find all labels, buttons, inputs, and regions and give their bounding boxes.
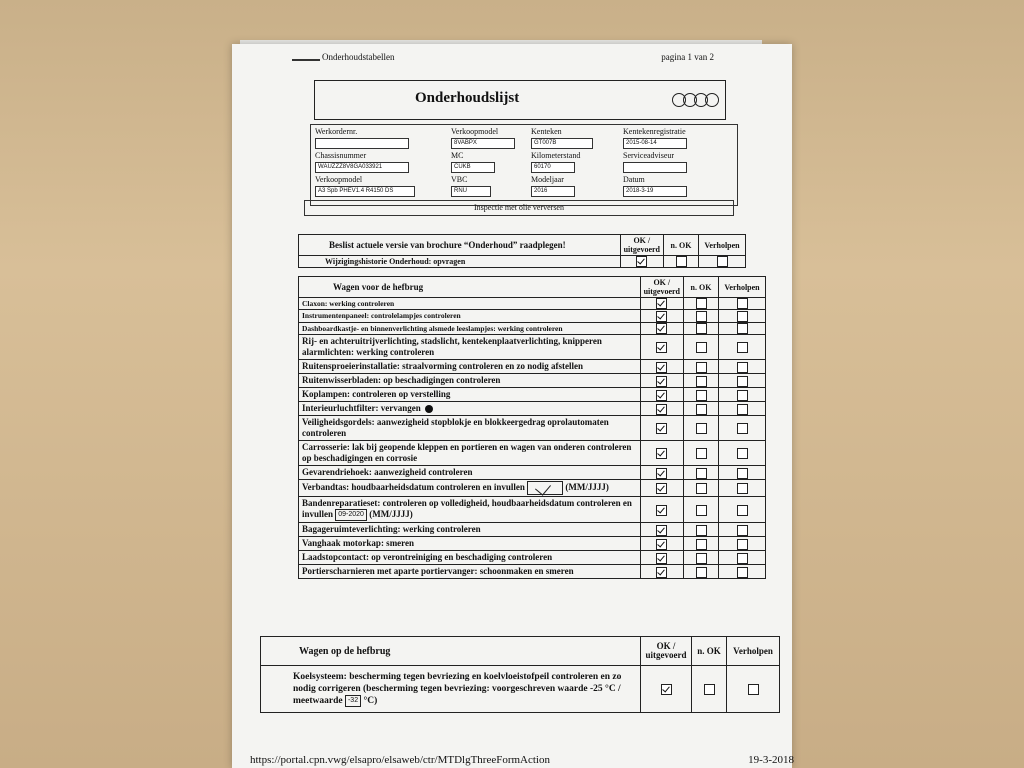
nok-checkbox[interactable] bbox=[676, 256, 687, 267]
brochure-heading: Beslist actuele versie van brochure “Onderhoud” raadplegen! bbox=[299, 235, 621, 256]
verholpen-checkbox[interactable] bbox=[737, 323, 748, 334]
brand-rings-icon bbox=[675, 93, 719, 107]
checklist-item bbox=[299, 374, 641, 388]
checklist-item-label: Veiligheidsgordels: aanwezigheid stopblokje en blokkeergedrag oprolautomaten controleren bbox=[302, 417, 609, 439]
inspection-title: Inspectie met olie verversen bbox=[304, 200, 734, 216]
kilometerstand-label: Kilometerstand bbox=[531, 151, 581, 160]
checklist-item-label: Carrosserie: lak bij geopende kleppen en portieren en wagen van onderen controleren op beschadigingen en corrosie bbox=[302, 442, 632, 464]
verkoopmodel-2-label: Verkoopmodel bbox=[315, 175, 363, 184]
checklist-item-label: Ruitensproeierinstallatie: straalvorming controleren en zo nodig afstellen bbox=[302, 361, 583, 372]
checklist-item-label: Vanghaak motorkap: smeren bbox=[302, 538, 415, 549]
checklist-item bbox=[299, 551, 641, 565]
vbc-field: RNU bbox=[451, 186, 491, 197]
verholpen-checkbox[interactable] bbox=[737, 468, 748, 479]
ok-checkbox[interactable] bbox=[656, 448, 667, 459]
checklist-item-label: Laadstopcontact: op verontreiniging en beschadiging controleren bbox=[302, 552, 553, 563]
checklist-item bbox=[299, 388, 641, 402]
ok-checkbox[interactable] bbox=[656, 525, 667, 536]
checklist-item-label: Rij- en achteruitrijverlichting, stadslicht, kentekenplaatverlichting, knipperen alarmlichten: werking controleren bbox=[302, 336, 602, 358]
koelsysteem-row bbox=[261, 666, 641, 713]
ok-checkbox[interactable] bbox=[656, 298, 667, 309]
chassisnummer-field: WAUZZZ8V8GA033921 bbox=[315, 162, 409, 173]
checklist-item bbox=[299, 416, 641, 441]
verholpen-checkbox[interactable] bbox=[737, 505, 748, 516]
col-ok-header: OK / uitgevoerd bbox=[640, 277, 683, 298]
checklist-item bbox=[299, 360, 641, 374]
verholpen-checkbox[interactable] bbox=[737, 311, 748, 322]
verholpen-checkbox[interactable] bbox=[737, 362, 748, 373]
table-row bbox=[299, 322, 766, 334]
verholpen-checkbox[interactable] bbox=[737, 390, 748, 401]
verkoopmodel-2-field: A3 Spb PHEV1.4 R4150 DS bbox=[315, 186, 415, 197]
nok-checkbox[interactable] bbox=[696, 342, 707, 353]
handwritten-check-icon bbox=[527, 481, 563, 495]
verholpen-checkbox[interactable] bbox=[737, 376, 748, 387]
col-verholpen-header: Verholpen bbox=[727, 637, 780, 666]
verholpen-checkbox[interactable] bbox=[737, 567, 748, 578]
col-nok-header: n. OK bbox=[692, 637, 727, 666]
checklist-item bbox=[299, 523, 641, 537]
ok-checkbox[interactable] bbox=[656, 567, 667, 578]
nok-checkbox[interactable] bbox=[696, 553, 707, 564]
date-format-label: (MM/JJJJ) bbox=[565, 482, 609, 493]
checklist-item-label: Interieurluchtfilter: vervangen bbox=[302, 403, 421, 414]
verholpen-checkbox[interactable] bbox=[748, 684, 759, 695]
table-row bbox=[261, 666, 780, 713]
col-verholpen-header: Verholpen bbox=[719, 277, 766, 298]
section2-heading: Wagen op de hefbrug bbox=[261, 637, 641, 666]
serviceadviseur-field bbox=[623, 162, 687, 173]
nok-checkbox[interactable] bbox=[696, 525, 707, 536]
checklist-item bbox=[299, 497, 641, 523]
checklist-item-label: Gevarendriehoek: aanwezigheid controleren bbox=[302, 467, 473, 478]
table-row bbox=[299, 441, 766, 466]
checklist-item-label: Verbandtas: houdbaarheidsdatum controleren en invullen bbox=[302, 482, 525, 493]
table-row bbox=[299, 388, 766, 402]
ok-checkbox[interactable] bbox=[656, 390, 667, 401]
nok-checkbox[interactable] bbox=[696, 567, 707, 578]
table-row bbox=[299, 497, 766, 523]
checklist-item bbox=[299, 402, 641, 416]
brochure-table bbox=[298, 234, 746, 268]
werkorder-label: Werkordernr. bbox=[315, 127, 358, 136]
footer-url: https://portal.cpn.vwg/elsapro/elsaweb/ctr/MTDlgThreeFormAction bbox=[250, 754, 550, 766]
verholpen-checkbox[interactable] bbox=[737, 525, 748, 536]
table-row bbox=[299, 310, 766, 322]
ok-checkbox[interactable] bbox=[656, 505, 667, 516]
checklist-item-label: Koplampen: controleren op verstelling bbox=[302, 389, 451, 400]
nok-checkbox[interactable] bbox=[696, 404, 707, 415]
verholpen-checkbox[interactable] bbox=[737, 539, 748, 550]
ok-checkbox[interactable] bbox=[656, 404, 667, 415]
table-row bbox=[299, 374, 766, 388]
verholpen-checkbox[interactable] bbox=[737, 423, 748, 434]
document-page bbox=[232, 44, 792, 768]
table-row bbox=[299, 466, 766, 480]
title-box bbox=[314, 80, 726, 120]
footer-date: 19-3-2018 bbox=[748, 754, 794, 766]
table-row bbox=[299, 298, 766, 310]
nok-checkbox[interactable] bbox=[696, 390, 707, 401]
verholpen-checkbox[interactable] bbox=[737, 483, 748, 494]
checklist-item bbox=[299, 466, 641, 480]
checklist-item bbox=[299, 537, 641, 551]
mc-field: CUKB bbox=[451, 162, 495, 173]
kenteken-label: Kenteken bbox=[531, 127, 562, 136]
chassisnummer-label: Chassisnummer bbox=[315, 151, 367, 160]
vehicle-info-box bbox=[310, 124, 738, 206]
mc-label: MC bbox=[451, 151, 464, 160]
ok-checkbox[interactable] bbox=[656, 539, 667, 550]
col-ok-header: OK / uitgevoerd bbox=[641, 637, 692, 666]
verholpen-checkbox[interactable] bbox=[737, 342, 748, 353]
ok-checkbox[interactable] bbox=[656, 342, 667, 353]
checklist-item-label: Instrumentenpaneel: controlelampjes controleren bbox=[302, 311, 461, 321]
ok-checkbox[interactable] bbox=[656, 362, 667, 373]
checklist-item bbox=[299, 335, 641, 360]
verholpen-checkbox[interactable] bbox=[737, 448, 748, 459]
checklist-item-label: Claxon: werking controleren bbox=[302, 298, 395, 308]
verkoopmodel-field: 8VABPX bbox=[451, 138, 515, 149]
checklist-item bbox=[299, 441, 641, 466]
meetwaarde-field[interactable]: -32 bbox=[345, 695, 361, 707]
nok-checkbox[interactable] bbox=[696, 539, 707, 550]
table-row bbox=[299, 360, 766, 374]
checklist-item bbox=[299, 298, 641, 310]
checklist-item-label: Bandenreparatieset: controleren op volledigheid, houdbaarheidsdatum controleren en invullen bbox=[302, 498, 632, 520]
checklist-item-label: Ruitenwisserbladen: op beschadigingen controleren bbox=[302, 375, 501, 386]
table-row bbox=[299, 537, 766, 551]
table-row bbox=[299, 480, 766, 497]
serviceadviseur-label: Serviceadviseur bbox=[623, 151, 675, 160]
datum-label: Datum bbox=[623, 175, 645, 184]
vbc-label: VBC bbox=[451, 175, 468, 184]
ok-checkbox[interactable] bbox=[656, 311, 667, 322]
table-row bbox=[299, 523, 766, 537]
nok-checkbox[interactable] bbox=[696, 448, 707, 459]
table-row bbox=[299, 402, 766, 416]
date-format-label: (MM/JJJJ) bbox=[369, 509, 413, 520]
nok-checkbox[interactable] bbox=[696, 505, 707, 516]
nok-checkbox[interactable] bbox=[696, 468, 707, 479]
table-row bbox=[299, 256, 746, 268]
table-row bbox=[299, 335, 766, 360]
modeljaar-field: 2016 bbox=[531, 186, 575, 197]
header-logo-icon bbox=[292, 59, 320, 61]
ok-checkbox[interactable] bbox=[661, 684, 672, 695]
ok-checkbox[interactable] bbox=[656, 423, 667, 434]
verkoopmodel-label: Verkoopmodel bbox=[451, 127, 499, 136]
modeljaar-label: Modeljaar bbox=[531, 175, 564, 184]
table-row bbox=[299, 416, 766, 441]
col-nok-header: n. OK bbox=[684, 277, 719, 298]
kentekenregistratie-field: 2015-08-14 bbox=[623, 138, 687, 149]
nok-checkbox[interactable] bbox=[696, 298, 707, 309]
nok-checkbox[interactable] bbox=[696, 311, 707, 322]
ok-checkbox[interactable] bbox=[656, 323, 667, 334]
ok-checkbox[interactable] bbox=[636, 256, 647, 267]
page-number: pagina 1 van 2 bbox=[661, 52, 714, 62]
table-row bbox=[299, 551, 766, 565]
nok-checkbox[interactable] bbox=[696, 362, 707, 373]
ok-checkbox[interactable] bbox=[656, 376, 667, 387]
verholpen-checkbox[interactable] bbox=[737, 553, 748, 564]
section1-heading: Wagen voor de hefbrug bbox=[299, 277, 641, 298]
page-title: Onderhoudslijst bbox=[415, 90, 520, 106]
header-section-title: Onderhoudstabellen bbox=[322, 52, 395, 62]
nok-checkbox[interactable] bbox=[696, 483, 707, 494]
checklist-item-label: Portierscharnieren met aparte portiervanger: schoonmaken en smeren bbox=[302, 566, 574, 577]
col-nok-header: n. OK bbox=[664, 235, 699, 256]
ok-checkbox[interactable] bbox=[656, 468, 667, 479]
checklist-item-label: Dashboardkastje- en binnenverlichting alsmede leeslampjes: werking controleren bbox=[302, 323, 563, 333]
checklist-item bbox=[299, 322, 641, 334]
verholpen-checkbox[interactable] bbox=[737, 404, 748, 415]
koelsysteem-text: Koelsysteem: bescherming tegen bevriezing en koelvloeistofpeil controleren en zo nodig corrigeren (bescherming tegen bevriezing: voorgeschreven waarde -25 °C / meetwaarde bbox=[293, 671, 622, 707]
nok-checkbox[interactable] bbox=[704, 684, 715, 695]
kentekenregistratie-label: Kentekenregistratie bbox=[623, 127, 686, 136]
verholpen-checkbox[interactable] bbox=[737, 298, 748, 309]
kenteken-field: GT007B bbox=[531, 138, 593, 149]
datum-field: 2018-3-19 bbox=[623, 186, 687, 197]
ok-checkbox[interactable] bbox=[656, 553, 667, 564]
nok-checkbox[interactable] bbox=[696, 423, 707, 434]
checklist-item bbox=[299, 565, 641, 579]
werkorder-field bbox=[315, 138, 409, 149]
checklist-item bbox=[299, 480, 641, 497]
checklist-item bbox=[299, 310, 641, 322]
bullet-icon bbox=[425, 405, 433, 413]
nok-checkbox[interactable] bbox=[696, 376, 707, 387]
ok-checkbox[interactable] bbox=[656, 483, 667, 494]
brochure-row-label: Wijzigingshistorie Onderhoud: opvragen bbox=[299, 256, 621, 268]
koelsysteem-unit: °C) bbox=[363, 696, 378, 707]
col-verholpen-header: Verholpen bbox=[699, 235, 746, 256]
wagen-voor-hefbrug-table bbox=[298, 276, 766, 579]
col-ok-header: OK / uitgevoerd bbox=[620, 235, 663, 256]
nok-checkbox[interactable] bbox=[696, 323, 707, 334]
checklist-item-label: Bagageruimteverlichting: werking controleren bbox=[302, 524, 481, 535]
wagen-op-hefbrug-table bbox=[260, 636, 780, 713]
date-field[interactable]: 09-2020 bbox=[335, 509, 367, 521]
kilometerstand-field: 60170 bbox=[531, 162, 575, 173]
verholpen-checkbox[interactable] bbox=[717, 256, 728, 267]
table-row bbox=[299, 565, 766, 579]
